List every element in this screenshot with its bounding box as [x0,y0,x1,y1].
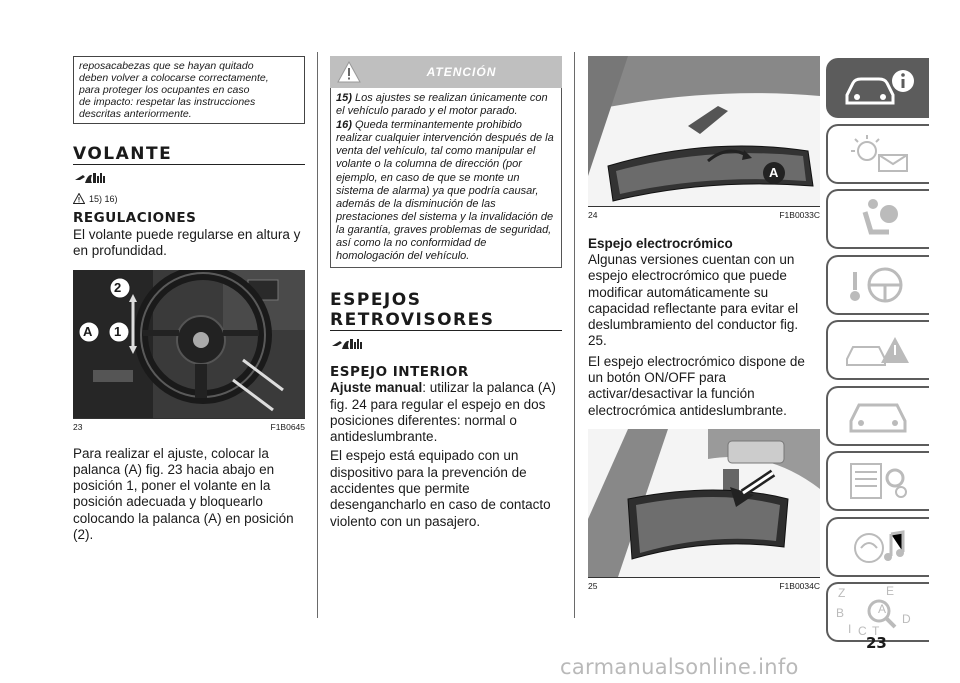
warning-header [330,56,562,88]
subheading-espejo-electrocromico: Espejo electrocrómico [588,236,733,251]
section-heading-espejos [330,290,562,331]
note-line: descritas anteriormente. [79,108,192,120]
manual-reference-icon [330,337,562,356]
electrochromic-paragraph-2: El espejo electrocrómico dispone de un botón ON/OFF para activar/desactivar la función electrocrómica antideslumbrante. [588,353,805,418]
index-letter: I [848,622,852,636]
steering-wheel-key-icon [839,262,919,308]
chapter-tabs [826,58,929,648]
electrochromic-mirror-illustration [588,429,820,577]
section-heading-volante [73,144,305,165]
tab-index[interactable] [826,582,929,642]
warning-ref-numbers: 15) 16) [89,193,118,204]
figure-code: F1B0034C [779,580,820,591]
tab-vehicle-knowledge[interactable] [826,58,929,118]
manual-adjust-text: : utilizar la palanca (A) fig. 24 para regular el espejo en dos posiciones diferentes: normal o antideslumbrante. [330,380,556,445]
tab-multimedia[interactable] [826,517,929,577]
dashboard-lights-icon [839,131,919,177]
intro-paragraph: El volante puede regularse en altura y en profundidad. [73,227,301,259]
column-2 [330,56,562,530]
figure-25-caption [588,577,820,591]
warning-refs [73,193,305,204]
multimedia-icon [839,524,919,570]
airbag-seat-icon [839,196,919,242]
heading-espejos: ESPEJOS [330,290,422,311]
index-letter: E [886,584,895,598]
heading-retrovisores: RETROVISORES [330,310,495,331]
warning-title: ATENCIÓN [426,65,497,79]
car-front-icon [839,393,919,439]
figure-23-caption [73,418,305,432]
note-line: para proteger los ocupantes en caso [79,84,250,96]
column-divider [574,52,575,618]
car-info-icon [839,65,919,111]
index-letter: A [878,602,887,616]
warning-triangle-icon [73,193,85,204]
figure-code: F1B0033C [779,210,820,220]
maintenance-list-icon [839,458,919,504]
column-3 [588,56,820,591]
electrochromic-paragraph-1: Algunas versiones cuentan con un espejo electrocrómico que puede modificar automáticamente su capacidad reflectante para evitar el deslumbramiento del conductor fig. 25. [588,252,799,349]
index-letter: B [836,606,845,620]
warning-item [336,119,556,263]
tab-dashboard[interactable] [826,124,929,184]
rearview-mirror-illustration [588,56,820,206]
figure-24-caption [588,206,820,220]
warning-text: Los ajustes se realizan únicamente con el vehículo parado y el motor parado. [336,92,548,118]
adjustment-paragraph: Para realizar el ajuste, colocar la palanca (A) fig. 23 hacia abajo en posición 1, poner el volante en la posición adecuada y bloquearlo colocando la palanca (A) en posición (2). [73,445,294,543]
subheading-regulaciones: REGULACIONES [73,210,197,226]
headrest-note-box [73,56,305,124]
warning-triangle-icon [337,61,361,83]
tab-technical-data[interactable] [826,451,929,511]
callout-1: 1 [114,323,122,339]
safety-device-paragraph: El espejo está equipado con un dispositivo para la prevención de accidentes que permite desengancharlo en caso de contacto violento con un pasajero. [330,448,551,529]
column-1 [73,56,305,543]
figure-23-steering-wheel [73,270,305,418]
car-warning-icon [839,327,919,373]
warning-body [330,88,562,268]
index-letter: C [858,624,867,638]
figure-code: F1B0645 [270,421,305,432]
index-letter: Z [838,586,846,600]
warning-text: Queda terminantemente prohibido realizar cualquier intervención después de la venta del vehículo, tal como manipular el volante o la columna de dirección (por ejemplo, en caso de que se monte un sistema de alarma) ya que podría causar, además de la disminución de las prestaciones del sistema y la invalidación de la garantía, graves problemas de seguridad, así como la no conformidad de homologación del vehículo. [336,119,554,263]
callout-a: A [769,165,779,180]
figure-24-rearview-mirror [588,56,820,206]
subheading-espejo-interior: ESPEJO INTERIOR [330,364,469,381]
manual-adjust-label: Ajuste manual [330,380,423,396]
callout-a: A [83,323,93,339]
tab-safety[interactable] [826,189,929,249]
manual-reference-icon [73,171,305,190]
figure-25-electrochromic-mirror [588,429,820,577]
watermark-text: carmanualsonline.info [560,655,799,679]
tab-maintenance[interactable] [826,386,929,446]
steering-wheel-illustration [73,270,305,418]
warning-number: 15) [336,92,352,104]
page-number: 23 [866,634,887,652]
warning-number: 16) [336,119,352,132]
warning-item [336,92,556,118]
manual-adjust-paragraph [330,380,562,445]
figure-number: 25 [588,580,598,591]
note-line: reposacabezas que se hayan quitado [79,60,254,72]
figure-number: 24 [588,210,598,220]
note-line: de impacto: respetar las instrucciones [79,96,256,108]
column-divider [317,52,318,618]
index-letter: T [872,624,880,638]
note-line: deben volver a colocarse correctamente, [79,72,269,84]
heading-volante: VOLANTE [73,144,173,164]
callout-2: 2 [114,279,122,295]
figure-number: 23 [73,421,83,432]
tab-emergency[interactable] [826,320,929,380]
index-letter: D [902,612,911,626]
tab-starting-driving[interactable] [826,255,929,315]
